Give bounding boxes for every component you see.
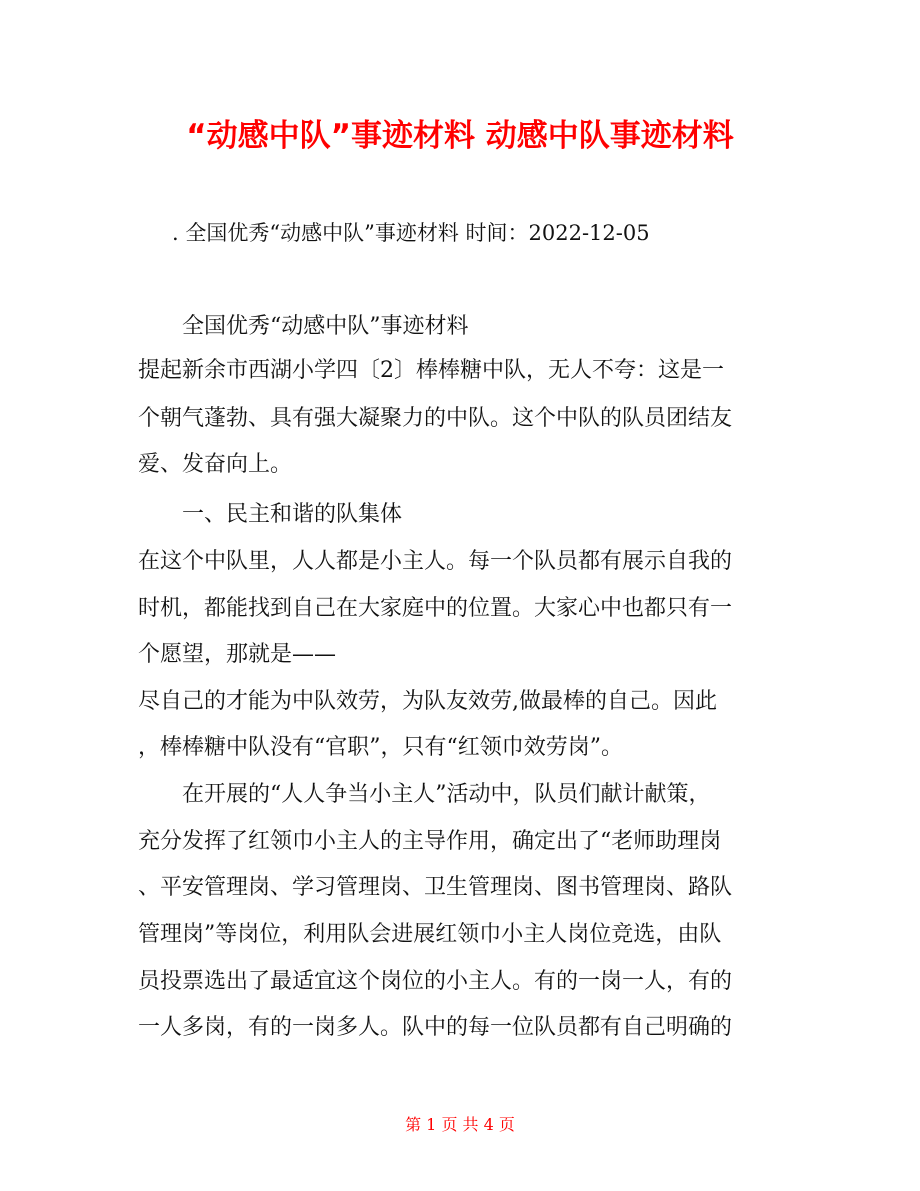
paragraph-line: 在这个中队里，人人都是小主人。每一个队员都有展示自我的 bbox=[138, 549, 733, 574]
paragraph-line: 提起新余市西湖小学四〔2〕棒棒糖中队，无人不夸：这是一 bbox=[138, 358, 724, 383]
paragraph-line: 、平安管理岗、学习管理岗、卫生管理岗、图书管理岗、路队 bbox=[138, 875, 733, 900]
paragraph-line: 时机，都能找到自己在大家庭中的位置。大家心中也都只有一 bbox=[138, 596, 733, 621]
paragraph-line: ，棒棒糖中队没有“官职”，只有“红领巾效劳岗”。 bbox=[138, 735, 623, 760]
page-footer: 第 1 页 共 4 页 bbox=[405, 1115, 515, 1134]
meta-line: . 全国优秀“动感中队”事迹材料 时间：2022-12-05 bbox=[172, 221, 650, 245]
subtitle-line: 全国优秀“动感中队”事迹材料 bbox=[182, 314, 469, 339]
paragraph-line: 充分发挥了红领巾小主人的主导作用，确定出了“老师助理岗 bbox=[138, 829, 722, 854]
document-title: “动感中队”事迹材料 动感中队事迹材料 bbox=[186, 118, 734, 154]
paragraph-line: 个愿望，那就是—— bbox=[138, 642, 337, 667]
paragraph-line: 个朝气蓬勃、具有强大凝聚力的中队。这个中队的队员团结友 bbox=[138, 406, 733, 431]
section-heading: 一、民主和谐的队集体 bbox=[182, 502, 403, 527]
paragraph-line: 一人多岗，有的一岗多人。队中的每一位队员都有自己明确的 bbox=[138, 1015, 733, 1040]
paragraph-line: 管理岗”等岗位，利用队会进展红领巾小主人岗位竞选，由队 bbox=[138, 922, 722, 947]
paragraph-line: 尽自己的才能为中队效劳，为队友效劳,做最棒的自己。因此 bbox=[138, 689, 717, 714]
paragraph-line: 在开展的“人人争当小主人”活动中，队员们献计献策， bbox=[182, 782, 711, 807]
paragraph-line: 爱、发奋向上。 bbox=[138, 452, 293, 477]
paragraph-line: 员投票选出了最适宜这个岗位的小主人。有的一岗一人，有的 bbox=[138, 969, 733, 994]
